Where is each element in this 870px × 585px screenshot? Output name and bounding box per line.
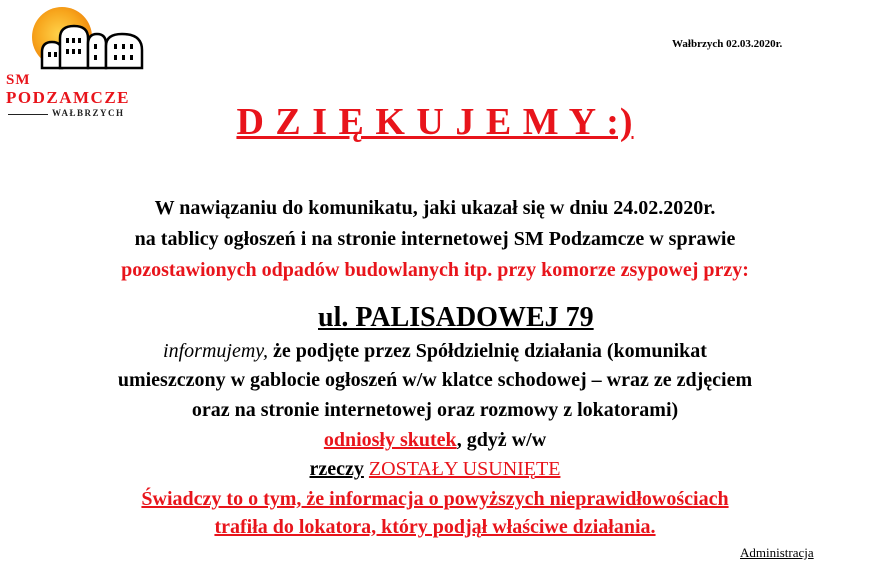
result-highlight: odniosły skutek — [323, 429, 457, 451]
page-title: D Z I Ę K U J E M Y :) — [236, 101, 634, 143]
body-line-4 — [0, 429, 870, 452]
intro-line-3: pozostawionych odpadów budowlanych itp. przy komorze zsypowej przy: — [121, 259, 749, 281]
body-line-2: umieszczony w gablocie ogłoszeń w/w klatce schodowej – wraz ze zdjęciem — [117, 369, 753, 391]
body-line-3: oraz na stronie internetowej oraz rozmowy z lokatorami) — [191, 399, 679, 421]
street-address: ul. PALISADOWEJ 79 — [318, 302, 594, 333]
logo-city: WAŁBRZYCH — [52, 108, 125, 118]
body-line-6: Świadczy to o tym, że informacja o powyższych nieprawidłowościach — [141, 488, 729, 510]
body-line-1-rest: że podjęte przez Spółdzielnię działania (komunikat — [268, 340, 707, 362]
removed-highlight: ZOSTAŁY USUNIĘTE — [368, 458, 561, 480]
body-line-7: trafiła do lokatora, który podjął właściwe działania. — [214, 516, 656, 538]
body-line-5-prefix: rzeczy — [309, 458, 364, 480]
body-line-5 — [0, 458, 870, 481]
body-italic: informujemy, — [163, 340, 269, 362]
body-line-1 — [0, 340, 870, 363]
date: Wałbrzych 02.03.2020r. — [672, 38, 783, 50]
intro-line-1: W nawiązaniu do komunikatu, jaki ukazał się w dniu 24.02.2020r. — [154, 197, 716, 219]
logo-name: PODZAMCZE — [6, 88, 130, 107]
body-line-4-rest: , gdyż w/w — [456, 429, 547, 451]
intro-line-2: na tablicy ogłoszeń i na stronie internetowej SM Podzamcze w sprawie — [134, 228, 736, 250]
logo-sm: SM — [6, 72, 31, 88]
signature: Administracja — [740, 545, 814, 560]
